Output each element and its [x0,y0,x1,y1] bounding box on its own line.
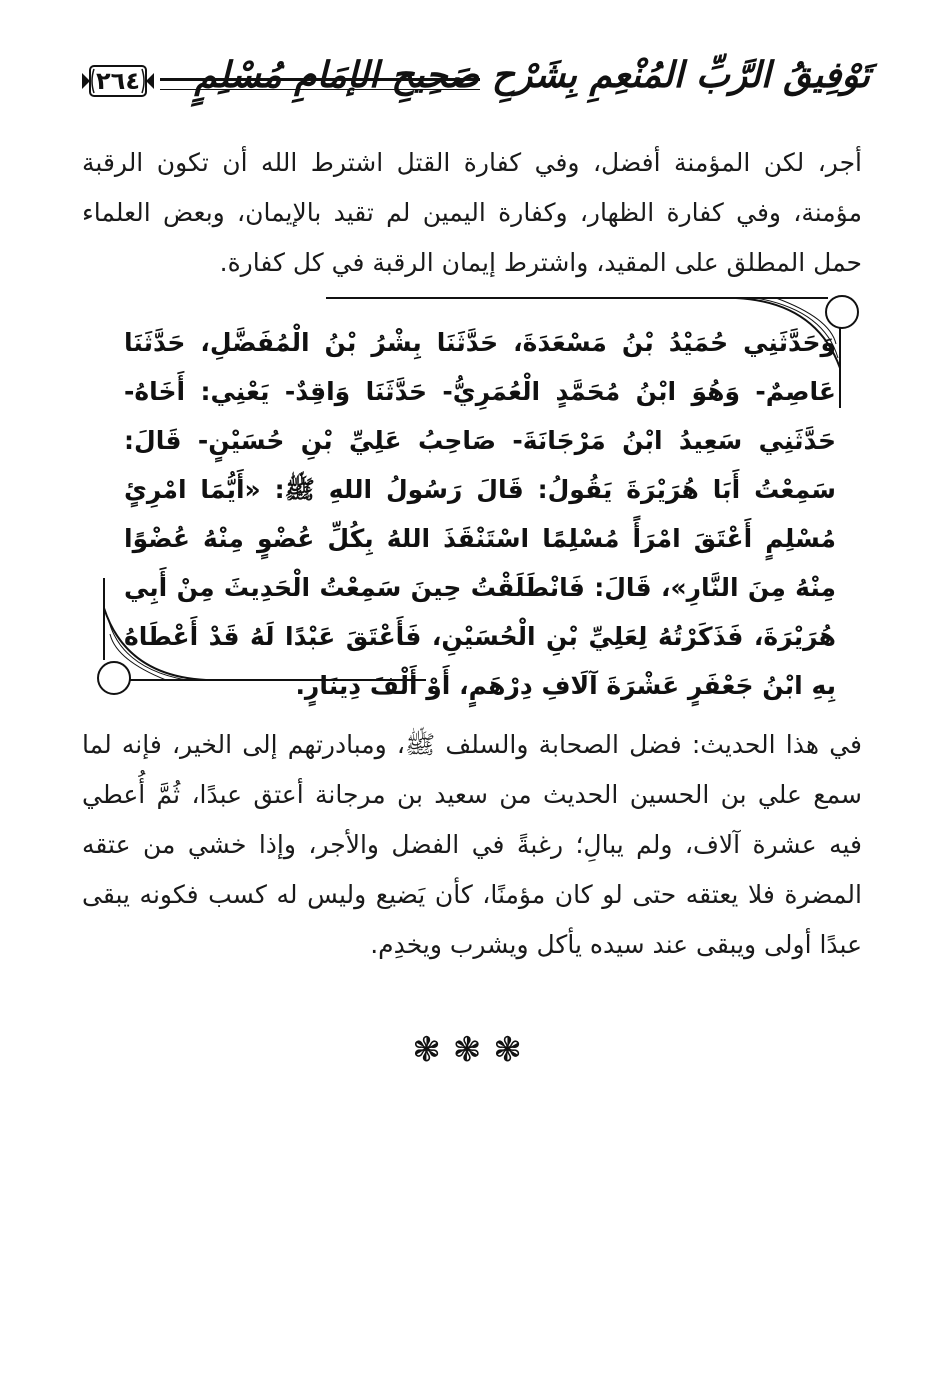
page-number: ٢٦٤ [96,67,140,95]
page-number-box [80,62,156,100]
section-ornament: ❃❃❃ [412,1030,534,1070]
commentary-paragraph: في هذا الحديث: فضل الصحابة والسلف ﷺ، ومبادرتهم إلى الخير، فإنه لما سمع علي بن الحسين الحديث من سعيد بن مرجانة أعتق عبدًا، ثُمَّ أُعطي فيه عشرة آلاف، ولم يبالِ؛ رغبةً في الفضل والأجر، وإذا خشي من عتقه المضرة فلا يعتقه حتى لو كان مؤمنًا، كأن يَضيع وليس له كسب فكونه يبقى عبدًا أولى ويبقى عند سيده يأكل ويشرب ويخدِم. [82,730,862,959]
intro-paragraph: أجر، لكن المؤمنة أفضل، وفي كفارة القتل اشترط الله أن تكون الرقبة مؤمنة، وفي كفارة الظهار، وكفارة اليمين لم تقيد بالإيمان، وبعض العلماء حمل المطلق على المقيد، واشترط إيمان الرقبة في كل كفارة. [82,148,862,277]
header-rule [160,78,480,90]
running-title: تَوْفِيقُ الرَّبِّ المُنْعِمِ بِشَرْحِ صَحِيحِ الإمَامِ مُسْلِمٍ [194,54,870,96]
hadith-text: وَحَدَّثَنِي حُمَيْدُ بْنُ مَسْعَدَةَ، حَدَّثَنَا بِشْرُ بْنُ الْمُفَضَّلِ، حَدَّثَنَا عَاصِمٌ- وَهُوَ ابْنُ مُحَمَّدٍ الْعُمَرِيُّ- حَدَّثَنَا وَاقِدٌ- يَعْنِي: أَخَاهُ- حَدَّثَنِي سَعِيدُ ابْنُ مَرْجَانَةَ- صَاحِبُ عَلِيِّ بْنِ حُسَيْنٍ- قَالَ: سَمِعْتُ أَبَا هُرَيْرَةَ يَقُولُ: قَالَ رَسُولُ اللهِ ﷺ: «أَيُّمَا امْرِئٍ مُسْلِمٍ أَعْتَقَ امْرَأً مُسْلِمًا اسْتَنْقَذَ اللهُ بِكُلِّ عُضْوٍ مِنْهُ عُضْوًا مِنْهُ مِنَ النَّارِ»، قَالَ: فَانْطَلَقْتُ حِينَ سَمِعْتُ الْحَدِيثَ مِنْ أَبِي هُرَيْرَةَ، فَذَكَرْتُهُ لِعَلِيِّ بْنِ الْحُسَيْنِ، فَأَعْتَقَ عَبْدًا لَهُ قَدْ أَعْطَاهُ بِهِ ابْنُ جَعْفَرٍ عَشْرَةَ آلَافِ دِرْهَمٍ، أَوْ أَلْفَ دِينَارٍ. [124,328,836,700]
page-header [80,48,870,128]
